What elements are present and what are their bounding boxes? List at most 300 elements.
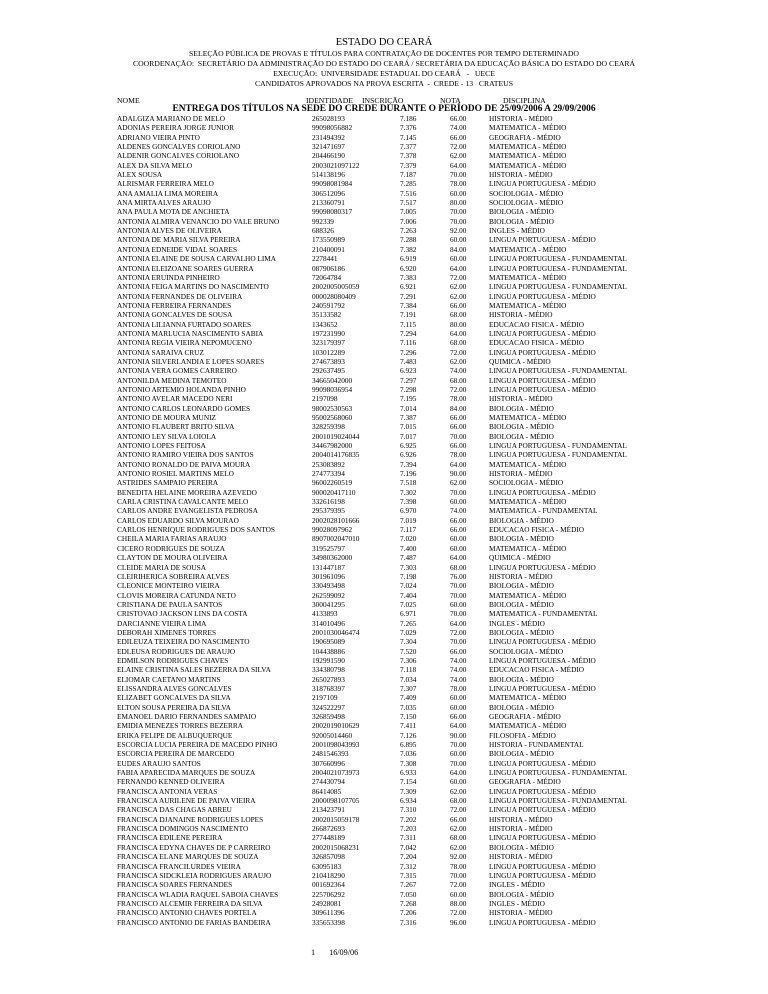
inscription-number: 7.117: [400, 525, 417, 535]
identity-number: 99098036954: [312, 384, 353, 394]
discipline: LINGUA PORTUGUESA - MÉDIO: [489, 786, 596, 796]
score: 68.00: [450, 833, 467, 843]
inscription-number: 7.387: [400, 413, 417, 422]
titles-delivery-notice: ENTREGA DOS TÍTULOS NA SEDE DO CREDE DURANTE O PERÍODO DE 25/09/2006 A 29/09/2006: [172, 104, 596, 114]
score: 78.00: [450, 394, 467, 404]
column-header-identidade: IDENTIDADE: [306, 96, 353, 105]
candidate-name: EDLEUSA RODRIGUES DE ARAUJO: [117, 646, 236, 656]
discipline: BIOLOGIA - MÉDIO: [489, 431, 554, 441]
discipline: LINGUA PORTUGUESA - FUNDAMENTAL: [489, 796, 627, 806]
identity-number: 1343652: [312, 319, 338, 329]
identity-number: 2004014176835: [312, 450, 360, 460]
inscription-number: 7.378: [400, 151, 417, 161]
discipline: LINGUA PORTUGUESA - MÉDIO: [489, 291, 596, 301]
score: 92.00: [450, 226, 467, 236]
table-row: [117, 600, 757, 609]
identity-number: 99098056882: [312, 123, 353, 133]
score: 74.00: [450, 665, 467, 675]
candidate-name: ELAINE CRISTINA SALES BEZERRA DA SILVA: [117, 665, 271, 675]
inscription-number: 7.302: [400, 487, 417, 497]
discipline: BIOLOGIA - MÉDIO: [489, 674, 554, 684]
score: 60.00: [450, 534, 467, 544]
inscription-number: 7.379: [400, 160, 417, 170]
candidate-name: CARLOS ANDRE EVANGELISTA PEDROSA: [117, 506, 258, 516]
score: 88.00: [450, 898, 467, 908]
score: 72.00: [450, 627, 467, 637]
identity-number: 2278441: [312, 254, 338, 264]
identity-number: 001692364: [312, 880, 345, 890]
inscription-number: 7.035: [400, 702, 417, 712]
state-title: ESTADO DO CEARÁ: [335, 37, 433, 48]
candidate-name: FRANCISCA DJANAINE RODRIGUES LOPES: [117, 814, 264, 824]
identity-number: 2001098043993: [312, 740, 360, 750]
table-row: [117, 665, 757, 674]
candidate-name: ELISSANDRA ALVES GONCALVES: [117, 683, 232, 693]
score: 64.00: [450, 263, 467, 273]
inscription-number: 7.025: [400, 599, 417, 609]
discipline: MATEMATICA - FUNDAMENTAL: [489, 506, 598, 516]
table-row: [117, 908, 757, 917]
table-row: [117, 544, 757, 553]
discipline: HISTORIA - MÉDIO: [489, 814, 553, 824]
score: 60.00: [450, 235, 467, 245]
inscription-number: 7.310: [400, 805, 417, 815]
column-header-inscricao: INSCRIÇÃO: [362, 96, 404, 105]
table-row: [117, 553, 757, 562]
candidate-name: ALDENES GONCALVES CORIOLANO: [117, 142, 241, 152]
inscription-number: 7.304: [400, 637, 417, 647]
identity-number: 2002028101666: [312, 515, 360, 525]
score: 90.00: [450, 730, 467, 740]
score: 60.00: [450, 702, 467, 712]
table-row: [117, 478, 757, 487]
score: 70.00: [450, 170, 467, 180]
inscription-number: 7.204: [400, 852, 417, 862]
identity-number: 104438886: [312, 646, 345, 656]
identity-number: 332616198: [312, 497, 345, 507]
inscription-number: 7.263: [400, 226, 417, 236]
score: 74.00: [450, 674, 467, 684]
candidate-name: ANTONIO FLAUBERT BRITO SILVA: [117, 422, 235, 432]
table-row: [117, 591, 757, 600]
identity-number: 2002005005059: [312, 282, 360, 292]
identity-number: 34980362000: [312, 553, 353, 563]
discipline: BIOLOGIA - MÉDIO: [489, 581, 554, 591]
candidate-name: CICERO RODRIGUES DE SOUZA: [117, 543, 226, 553]
identity-number: 173550989: [312, 235, 345, 245]
candidate-name: CLEIDE MARIA DE SOUSA: [117, 562, 206, 572]
discipline: HISTORIA - MÉDIO: [489, 908, 553, 918]
score: 90.00: [450, 469, 467, 479]
discipline: HISTORIA - MÉDIO: [489, 394, 553, 404]
identity-number: 99028097962: [312, 525, 353, 535]
discipline: INGLES - MÉDIO: [489, 880, 545, 890]
identity-number: 190695089: [312, 637, 345, 647]
inscription-number: 7.017: [400, 431, 417, 441]
table-row: [117, 404, 757, 413]
candidate-name: CRISTIANA DE PAULA SANTOS: [117, 599, 223, 609]
table-row: [117, 394, 757, 403]
table-row: [117, 123, 757, 132]
candidate-name: ANTONIA SILVERLANDIA E LOPES SOARES: [117, 356, 265, 366]
candidate-name: ANTONIO CARLOS LEONARDO GOMES: [117, 403, 251, 413]
page-number: 1: [311, 948, 316, 957]
inscription-number: 7.187: [400, 170, 417, 180]
candidate-name: ANTONIA ELAINE DE SOUSA CARVALHO LIMA: [117, 254, 277, 264]
score: 96.00: [450, 917, 467, 927]
candidate-name: ALRISMAR FERREIRA MELO: [117, 179, 214, 189]
table-row: [117, 815, 757, 824]
score: 60.00: [450, 777, 467, 787]
table-row: [117, 712, 757, 721]
candidate-name: EDILEUZA TEIXEIRA DO NASCIMENTO: [117, 637, 250, 647]
score: 74.00: [450, 123, 467, 133]
score: 66.00: [450, 132, 467, 142]
identity-number: 131447187: [312, 562, 345, 572]
table-row: [117, 151, 757, 160]
coordination-line: COORDENAÇÃO: SECRETÁRIO DA ADMINISTRAÇÃO DO ESTADO DO CEARÁ / SECRETÁRIA DA EDUCAÇÃO BÁSICA DO ESTADO DO CEARÁ: [132, 59, 636, 69]
discipline: INGLES - MÉDIO: [489, 618, 545, 628]
score: 66.00: [450, 300, 467, 310]
inscription-number: 7.516: [400, 188, 417, 198]
identity-number: 300041295: [312, 599, 345, 609]
identity-number: 301961096: [312, 571, 345, 581]
score: 70.00: [450, 870, 467, 880]
execution-line: EXECUÇÃO: UNIVERSIDADE ESTADUAL DO CEARÁ - UECE: [273, 69, 495, 79]
discipline: BIOLOGIA - MÉDIO: [489, 842, 554, 852]
inscription-number: 7.145: [400, 132, 417, 142]
identity-number: 253083892: [312, 459, 345, 469]
identity-number: 324522297: [312, 702, 345, 712]
candidate-name: FRANCISCA DAS CHAGAS ABREU: [117, 805, 232, 815]
discipline: HISTORIA - MÉDIO: [489, 571, 553, 581]
identity-number: 213423791: [312, 805, 345, 815]
candidate-name: ADONIAS PEREIRA JORGE JUNIOR: [117, 123, 234, 133]
table-row: [117, 357, 757, 366]
candidate-name: FRANCISCA ELANE MARQUES DE SOUZA: [117, 852, 259, 862]
score: 68.00: [450, 338, 467, 348]
candidate-name: ANTONIA EDNEIDE VIDAL SOARES: [117, 244, 238, 254]
inscription-number: 7.116: [400, 338, 417, 348]
identity-number: 2002019010629: [312, 721, 360, 731]
discipline: BIOLOGIA - MÉDIO: [489, 422, 554, 432]
discipline: HISTORIA - MÉDIO: [489, 114, 553, 123]
table-row: [117, 264, 757, 273]
candidate-name: ADRIANO VIEIRA PINTO: [117, 132, 200, 142]
table-row: [117, 282, 757, 291]
discipline: LINGUA PORTUGUESA - MÉDIO: [489, 375, 596, 385]
candidate-name: FERNANDO KENNED OLIVEIRA: [117, 777, 225, 787]
identity-number: 321471697: [312, 142, 345, 152]
candidate-name: CLEONICE MONTEIRO VIEIRA: [117, 581, 220, 591]
inscription-number: 7.394: [400, 459, 417, 469]
table-row: [117, 170, 757, 179]
identity-number: 688326: [312, 226, 334, 236]
candidate-name: ESCORCIA LUCIA PEREIRA DE MACEDO PINHO: [117, 740, 278, 750]
inscription-number: 6.933: [400, 768, 417, 778]
table-row: [117, 179, 757, 188]
score: 84.00: [450, 244, 467, 254]
table-row: [117, 871, 757, 880]
inscription-number: 7.309: [400, 786, 417, 796]
footer-date: 16/09/06: [329, 948, 359, 957]
candidate-name: CARLOS EDUARDO SILVA MOURAO: [117, 515, 239, 525]
table-row: [117, 245, 757, 254]
discipline: LINGUA PORTUGUESA - FUNDAMENTAL: [489, 768, 627, 778]
table-row: [117, 693, 757, 702]
score: 66.00: [450, 441, 467, 451]
identity-number: 992339: [312, 216, 334, 226]
discipline: LINGUA PORTUGUESA - FUNDAMENTAL: [489, 450, 627, 460]
candidates-line: CANDIDATOS APROVADOS NA PROVA ESCRITA - CREDE - 13 CRATEUS: [254, 79, 514, 89]
inscription-number: 7.265: [400, 618, 417, 628]
score: 74.00: [450, 506, 467, 516]
candidate-name: BENEDITA HELAINE MOREIRA AZEVEDO: [117, 487, 257, 497]
score: 60.00: [450, 889, 467, 899]
discipline: LINGUA PORTUGUESA - FUNDAMENTAL: [489, 282, 627, 292]
column-header-disciplina: DISCIPLINA: [503, 96, 546, 105]
identity-number: 2002015068231: [312, 842, 360, 852]
table-row: [117, 768, 757, 777]
table-row: [117, 366, 757, 375]
candidate-name: ESCORCIA PEREIRA DE MARCEDO: [117, 749, 235, 759]
candidate-name: ANTONIO AVELAR MACEDO NERI: [117, 394, 233, 404]
inscription-number: 6.934: [400, 796, 417, 806]
identity-number: 262599092: [312, 590, 345, 600]
discipline: LINGUA PORTUGUESA - MÉDIO: [489, 179, 596, 189]
discipline: BIOLOGIA - MÉDIO: [489, 702, 554, 712]
identity-number: 240591792: [312, 300, 345, 310]
score: 72.00: [450, 880, 467, 890]
discipline: LINGUA PORTUGUESA - MÉDIO: [489, 917, 596, 927]
score: 60.00: [450, 188, 467, 198]
inscription-number: 7.191: [400, 310, 417, 320]
inscription-number: 7.315: [400, 870, 417, 880]
candidate-name: ELIOMAR CAETANO MARTINS: [117, 674, 221, 684]
identity-number: 2004021073973: [312, 768, 360, 778]
identity-number: 24928081: [312, 898, 342, 908]
candidate-name: CARLOS HENRIQUE RODRIGUES DOS SANTOS: [117, 525, 275, 535]
inscription-number: 7.020: [400, 534, 417, 544]
score: 70.00: [450, 590, 467, 600]
inscription-number: 7.297: [400, 375, 417, 385]
candidate-name: ANTONIA LILIANNA FURTADO SOARES: [117, 319, 252, 329]
candidate-name: CRISTOVAO JACKSON LINS DA COSTA: [117, 609, 248, 619]
discipline: MATEMATICA - MÉDIO: [489, 693, 567, 703]
identity-number: 2197109: [312, 693, 338, 703]
inscription-number: 7.316: [400, 917, 417, 927]
discipline: EDUCACAO FISICA - MÉDIO: [489, 338, 585, 348]
inscription-number: 7.154: [400, 777, 417, 787]
candidate-name: ANTONIO ARTEMIO HOLANDA PINHO: [117, 384, 246, 394]
discipline: LINGUA PORTUGUESA - MÉDIO: [489, 833, 596, 843]
table-row: [117, 787, 757, 796]
inscription-number: 7.203: [400, 824, 417, 834]
discipline: MATEMATICA - MÉDIO: [489, 272, 567, 282]
score: 78.00: [450, 450, 467, 460]
inscription-number: 7.024: [400, 581, 417, 591]
inscription-number: 6.895: [400, 740, 417, 750]
discipline: LINGUA PORTUGUESA - MÉDIO: [489, 384, 596, 394]
column-header-nome: NOME: [117, 96, 140, 105]
inscription-number: 7.404: [400, 590, 417, 600]
candidate-name: CLEIRIHERICA SOBREIRA ALVES: [117, 571, 230, 581]
table-row: [117, 273, 757, 282]
identity-number: 292637495: [312, 366, 345, 376]
table-row: [117, 731, 757, 740]
identity-number: 306512096: [312, 188, 345, 198]
discipline: LINGUA PORTUGUESA - MÉDIO: [489, 870, 596, 880]
candidate-name: ANTONIA ERUINDA PINHEIRO: [117, 272, 220, 282]
inscription-number: 6.926: [400, 450, 417, 460]
score: 62.00: [450, 824, 467, 834]
discipline: BIOLOGIA - MÉDIO: [489, 207, 554, 217]
score: 62.00: [450, 842, 467, 852]
score: 66.00: [450, 114, 467, 123]
inscription-number: 7.196: [400, 469, 417, 479]
candidate-name: DARCIANNE VIEIRA LIMA: [117, 618, 207, 628]
identity-number: 204466190: [312, 151, 345, 161]
inscription-number: 7.518: [400, 478, 417, 488]
identity-number: 213360791: [312, 198, 345, 208]
identity-number: 2000098107705: [312, 796, 360, 806]
score: 64.00: [450, 721, 467, 731]
identity-number: 98002530563: [312, 403, 353, 413]
candidate-name: DEBORAH XIMENES TORRES: [117, 627, 217, 637]
candidate-name: ANTONIO DE MOURA MUNIZ: [117, 413, 216, 422]
discipline: BIOLOGIA - MÉDIO: [489, 627, 554, 637]
candidate-name: FRANCISCA FRANCILURDES VIEIRA: [117, 861, 241, 871]
table-row: [117, 852, 757, 861]
table-body: [117, 114, 757, 927]
candidate-name: FRANCISCA ANTONIA VERAS: [117, 786, 218, 796]
table-row: [117, 376, 757, 385]
table-row: [117, 647, 757, 656]
score: 74.00: [450, 655, 467, 665]
inscription-number: 7.118: [400, 665, 417, 675]
candidate-name: EDMILSON RODRIGUES CHAVES: [117, 655, 229, 665]
inscription-number: 7.050: [400, 889, 417, 899]
identity-number: 330493498: [312, 581, 345, 591]
identity-number: 2001030046474: [312, 627, 360, 637]
candidate-name: EMANOEL DARIO FERNANDES SAMPAIO: [117, 712, 257, 721]
table-row: [117, 740, 757, 749]
score: 70.00: [450, 581, 467, 591]
inscription-number: 7.006: [400, 216, 417, 226]
identity-number: 72064784: [312, 272, 342, 282]
inscription-number: 7.483: [400, 356, 417, 366]
identity-number: 274773394: [312, 469, 345, 479]
table-row: [117, 796, 757, 805]
discipline: SOCIOLOGIA - MÉDIO: [489, 198, 564, 208]
identity-number: 192991590: [312, 655, 345, 665]
discipline: GEOGRAFIA - MÉDIO: [489, 712, 561, 721]
discipline: MATEMATICA - MÉDIO: [489, 123, 567, 133]
discipline: HISTORIA - MÉDIO: [489, 852, 553, 862]
inscription-number: 7.034: [400, 674, 417, 684]
score: 70.00: [450, 637, 467, 647]
score: 70.00: [450, 431, 467, 441]
identity-number: 335653398: [312, 917, 345, 927]
identity-number: 99098081984: [312, 179, 353, 189]
candidate-name: ANTONIO LEY SILVA LOIOLA: [117, 431, 217, 441]
candidate-name: ANTONIA ELEIZOANE SOARES GUERRA: [117, 263, 254, 273]
discipline: BIOLOGIA - MÉDIO: [489, 216, 554, 226]
inscription-number: 7.520: [400, 646, 417, 656]
inscription-number: 6.923: [400, 366, 417, 376]
table-row: [117, 918, 757, 927]
discipline: GEOGRAFIA - MÉDIO: [489, 132, 561, 142]
table-row: [117, 488, 757, 497]
candidate-name: FRANCISCA WLADIA RAQUEL SABOIA CHAVES: [117, 889, 279, 899]
score: 62.00: [450, 151, 467, 161]
inscription-number: 7.308: [400, 758, 417, 768]
candidate-name: ANTONIA DE MARIA SILVA PEREIRA: [117, 235, 241, 245]
inscription-number: 7.384: [400, 300, 417, 310]
table-row: [117, 441, 757, 450]
identity-number: 334380798: [312, 665, 345, 675]
inscription-number: 7.312: [400, 861, 417, 871]
candidate-name: ANTONIA MARLUCIA NASCIMENTO SABIA: [117, 328, 264, 338]
candidate-name: ASTRIDES SAMPAIO PEREIRA: [117, 478, 219, 488]
score: 64.00: [450, 768, 467, 778]
inscription-number: 7.377: [400, 142, 417, 152]
candidate-name: FRANCISCO ANTONIO DE FARIAS BANDEIRA: [117, 917, 271, 927]
inscription-number: 7.382: [400, 244, 417, 254]
candidate-name: EUDES ARAUJO SANTOS: [117, 758, 201, 768]
identity-number: 326859498: [312, 712, 345, 721]
inscription-number: 7.376: [400, 123, 417, 133]
score: 72.00: [450, 805, 467, 815]
identity-number: 34467982000: [312, 441, 353, 451]
table-row: [117, 525, 757, 534]
discipline: SOCIOLOGIA - MÉDIO: [489, 646, 564, 656]
identity-number: 328259398: [312, 422, 345, 432]
score: 66.00: [450, 413, 467, 422]
score: 70.00: [450, 487, 467, 497]
table-row: [117, 609, 757, 618]
discipline: LINGUA PORTUGUESA - FUNDAMENTAL: [489, 254, 627, 264]
candidate-name: FRANCISCA EDYNA CHAVES DE P CARREIRO: [117, 842, 271, 852]
identity-number: 266872693: [312, 824, 345, 834]
discipline: LINGUA PORTUGUESA - MÉDIO: [489, 487, 596, 497]
identity-number: 197231990: [312, 328, 345, 338]
candidate-name: ALDENIR GONCALVES CORIOLANO: [117, 151, 240, 161]
discipline: MATEMATICA - MÉDIO: [489, 244, 567, 254]
discipline: HISTORIA - MÉDIO: [489, 469, 553, 479]
discipline: LINGUA PORTUGUESA - MÉDIO: [489, 758, 596, 768]
score: 78.00: [450, 179, 467, 189]
selection-subtitle: SELEÇÃO PÚBLICA DE PROVAS E TÍTULOS PARA CONTRATAÇÃO DE DOCENTES POR TEMPO DETERMINADO: [189, 49, 579, 58]
inscription-number: 7.298: [400, 384, 417, 394]
inscription-number: 7.267: [400, 880, 417, 890]
inscription-number: 7.019: [400, 515, 417, 525]
inscription-number: 6.971: [400, 609, 417, 619]
column-header-nota: NOTA: [440, 96, 461, 105]
table-row: [117, 235, 757, 244]
inscription-number: 6.925: [400, 441, 417, 451]
score: 70.00: [450, 216, 467, 226]
table-row: [117, 301, 757, 310]
inscription-number: 7.005: [400, 207, 417, 217]
candidate-name: ERIKA FELIPE DE ALBUQUERQUE: [117, 730, 233, 740]
inscription-number: 7.409: [400, 693, 417, 703]
table-row: [117, 619, 757, 628]
inscription-number: 7.291: [400, 291, 417, 301]
table-row: [117, 637, 757, 646]
identity-number: 323179397: [312, 338, 345, 348]
inscription-number: 7.307: [400, 683, 417, 693]
